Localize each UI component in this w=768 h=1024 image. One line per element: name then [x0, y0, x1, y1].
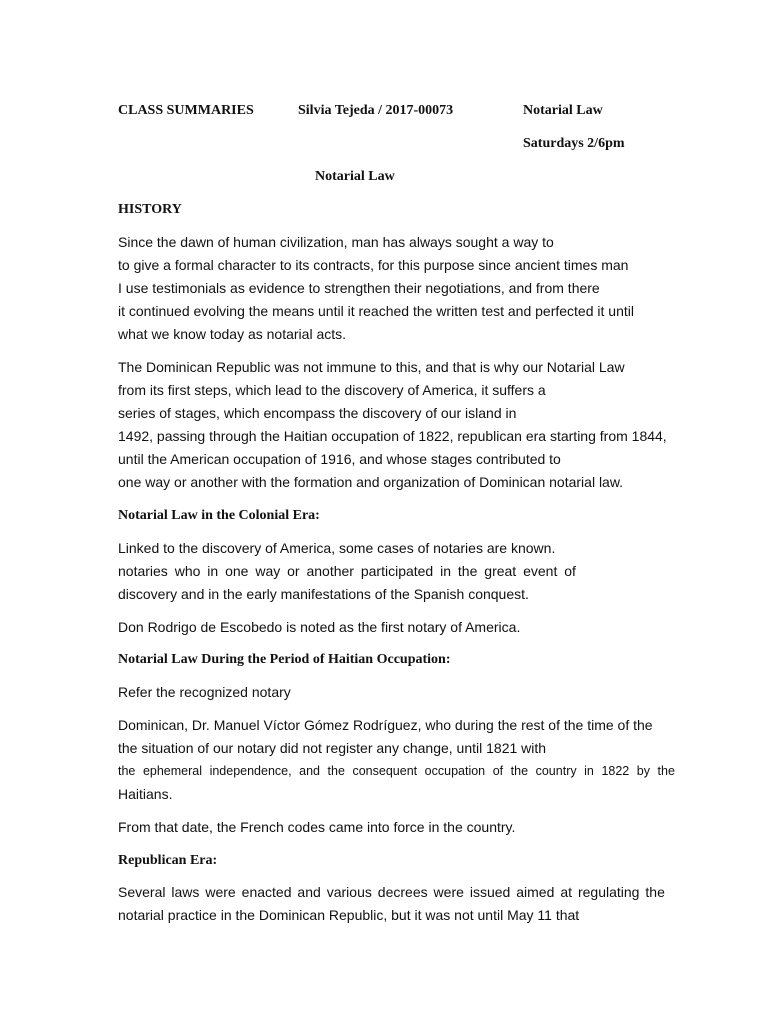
justified-word: 1822 — [601, 764, 630, 778]
justified-word: of — [564, 563, 576, 579]
justified-word: in — [440, 563, 452, 579]
justified-word: one — [225, 563, 249, 579]
republican-p1-line: notarial practice in the Dominican Republic, but it was not until May 11 that — [118, 907, 580, 923]
justified-word: the — [657, 764, 675, 778]
haitian-p3: From that date, the French codes came into force in the country. — [118, 819, 516, 835]
history-p1-line: it continued evolving the means until it reached the written test and perfected it until — [118, 303, 634, 319]
justified-word: in — [207, 563, 219, 579]
header-course: Notarial Law — [523, 103, 603, 118]
header-schedule: Saturdays 2/6pm — [523, 136, 625, 151]
republican-heading: Republican Era: — [118, 853, 218, 868]
justified-word: independence, — [209, 764, 292, 778]
history-p1-line: I use testimonials as evidence to strengthen their negotiations, and from there — [118, 280, 600, 296]
justified-word: way — [255, 563, 281, 579]
history-p2-line: until the American occupation of 1916, and whose stages contributed to — [118, 451, 561, 467]
justified-word: enacted — [241, 884, 292, 900]
history-p1-line: what we know today as notarial acts. — [118, 326, 347, 342]
haitian-p2-line: Dominican, Dr. Manuel Víctor Gómez Rodríguez, who during the rest of the time of the — [118, 717, 653, 733]
history-p2-line: The Dominican Republic was not immune to this, and that is why our Notarial Law — [118, 359, 625, 375]
justified-word: the — [327, 764, 345, 778]
justified-word: participated — [360, 563, 434, 579]
justified-word: in — [584, 764, 594, 778]
justified-word: who — [174, 563, 201, 579]
justified-word: occupation — [424, 764, 486, 778]
justified-word: and — [297, 884, 321, 900]
haitian-p2-line: the situation of our notary did not register any change, until 1821 with — [118, 740, 547, 756]
justified-word: issued — [469, 884, 511, 900]
justified-word: and — [299, 764, 320, 778]
justified-word: laws — [171, 884, 200, 900]
justified-word: at — [560, 884, 573, 900]
history-p2-line: from its first steps, which lead to the discovery of America, it suffers a — [118, 382, 546, 398]
colonial-p1-justified-line — [118, 563, 576, 579]
justified-word: Several — [118, 884, 166, 900]
justified-word: ephemeral — [142, 764, 203, 778]
republican-p1-justified-line — [118, 884, 665, 900]
haitian-p1: Refer the recognized notary — [118, 684, 291, 700]
justified-word: the — [118, 764, 136, 778]
page-title: Notarial Law — [315, 169, 395, 184]
justified-word: by — [636, 764, 650, 778]
history-p2-line: series of stages, which encompass the discovery of our island in — [118, 405, 517, 421]
justified-word: another — [306, 563, 354, 579]
history-p2-line: 1492, passing through the Haitian occupation of 1822, republican era starting from 1844, — [118, 428, 667, 444]
haitian-p2-justified-line — [118, 764, 675, 778]
header-author: Silvia Tejeda / 2017-00073 — [298, 103, 454, 118]
header-class-summaries: CLASS SUMMARIES — [118, 103, 254, 118]
justified-word: the — [645, 884, 665, 900]
haitian-heading: Notarial Law During the Period of Haitian Occupation: — [118, 652, 451, 667]
justified-word: of — [492, 764, 504, 778]
colonial-p1-line: discovery and in the early manifestations of the Spanish conquest. — [118, 586, 529, 602]
colonial-p2: Don Rodrigo de Escobedo is noted as the first notary of America. — [118, 619, 521, 635]
colonial-p1-line: Linked to the discovery of America, some cases of notaries are known. — [118, 540, 556, 556]
justified-word: aimed — [516, 884, 555, 900]
justified-word: the — [510, 764, 529, 778]
justified-word: were — [433, 884, 464, 900]
justified-word: regulating — [577, 884, 640, 900]
history-p2-line: one way or another with the formation and organization of Dominican notarial law. — [118, 474, 624, 490]
justified-word: country — [535, 764, 577, 778]
justified-word: were — [205, 884, 236, 900]
history-p1-line: Since the dawn of human civilization, man has always sought a way to — [118, 234, 554, 250]
justified-word: event — [523, 563, 558, 579]
justified-word: consequent — [352, 764, 418, 778]
haitian-p2-line: Haitians. — [118, 786, 173, 802]
justified-word: decrees — [377, 884, 428, 900]
history-heading: HISTORY — [118, 202, 182, 217]
history-p1-line: to give a formal character to its contracts, for this purpose since ancient times man — [118, 257, 629, 273]
justified-word: notaries — [118, 563, 168, 579]
justified-word: or — [287, 563, 300, 579]
justified-word: the — [457, 563, 478, 579]
colonial-heading: Notarial Law in the Colonial Era: — [118, 508, 320, 523]
justified-word: great — [484, 563, 517, 579]
justified-word: various — [326, 884, 372, 900]
